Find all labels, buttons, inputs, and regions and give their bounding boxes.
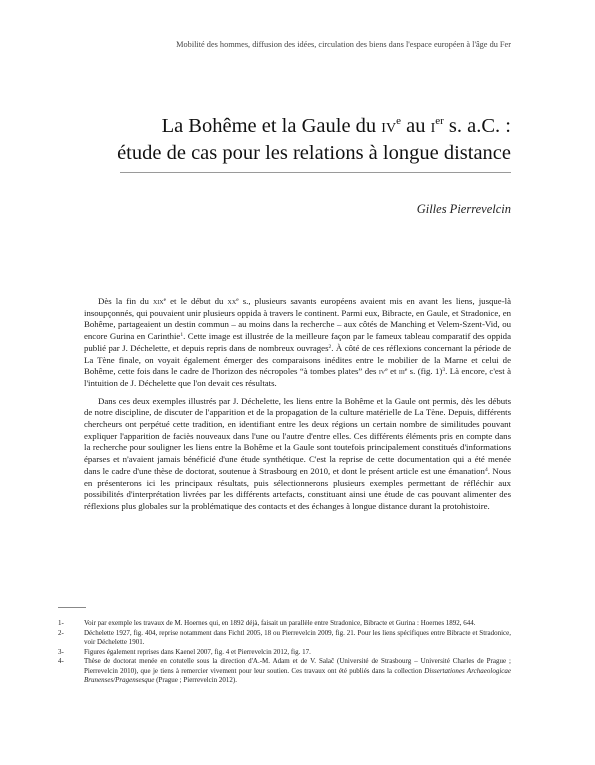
title-line-1 [117, 113, 511, 140]
footnote-ref-3[interactable]: 3 [442, 367, 446, 374]
text-run: et le début du [166, 296, 228, 306]
text-run: Thèse de doctorat menée en cotutelle sous la direction d'A.-M. Adam et de V. Salač (Université de Strasbourg – Université Charles de Prague ; Pierrevelcin 2010), que je tiens à remercier vivement pour leur soutien. Ces travaux ont été publiés dans la collection [84, 657, 511, 675]
title-century-roman: i [430, 115, 436, 137]
text-run: Dans ces deux exemples illustrés par J. Déchelette, les liens entre la Bohême et la Gaule ont permis, dès les débuts de notre discipline, de discuter de l'apparition et de la propagation de la culture matérielle de La Tène. Depuis, différents chercheurs ont perpétué cette tradition, en identifiant entre les deux régions un certain nombre de similitudes pouvant expliquer l'apparition de faciès nouveaux dans l'une ou l'autre d'entre elles. Ces différents éléments pris en compte dans la recherche pour souligner les liens entre la Bohême et la Gaule sont toutefois principalement constitués d'informations éparses et n'avaient jamais bénéficié d'une étude synthétique. C'est la reprise de cette documentation qui a été menée dans le cadre d'une thèse de doctorat, soutenue à Strasbourg en 2010, et dont le présent article est une émanation [84, 395, 511, 476]
author-name: Gilles Pierrevelcin [416, 202, 511, 216]
footnote-2 [58, 629, 511, 648]
footnote-text: Figures également reprises dans Kaenel 2007, fig. 4 et Pierrevelcin 2012, fig. 17. [84, 647, 311, 656]
footnote-divider [58, 607, 86, 608]
century-roman: xix [152, 296, 164, 306]
footnote-ref-4[interactable]: 4 [484, 466, 488, 473]
title-text: au [400, 115, 431, 137]
paragraph-1 [84, 296, 511, 390]
title-line-2: étude de cas pour les relations à longue distance [117, 142, 511, 164]
running-head: Mobilité des hommes, diffusion des idées, circulation des biens dans l'espace européen à l'âge du Fer [176, 40, 511, 49]
title-text: s. a.C. : [443, 115, 511, 137]
superscript: e [404, 367, 408, 374]
paragraph-2 [84, 396, 511, 513]
text-run: . À côté de ces réflexions concernant la période de La Tène finale, on voyait également émerger des comparaisons inédites entre le mobilier de la Marne et celui de Bohême, cette fois dans le cadre de l'horizon des nécropoles “à tombes plates” des [84, 342, 511, 377]
text-run: s., plusieurs savants européens avaient mis en avant les liens, jusque-là insoupçonnés, qui pouvaient unir plusieurs oppida à travers le continent. Parmi eux, Bibracte, en Gaule, et Stradonice, en Bohême, partageaient un destin commun – au moins dans la recherche – aux côtés de Manching et Velem-Szent-Vid, ou encore Gurina en Carinthie [84, 296, 511, 342]
footnote-text: Déchelette 1927, fig. 404, reprise notamment dans Fichtl 2005, 18 ou Pierrevelcin 2009, fig. 21. Pour les liens spécifiques entre Bibracte et Stradonice, voir Déchelette 1901. [84, 628, 511, 646]
title-superscript: e [396, 115, 401, 127]
article-body [84, 296, 511, 519]
footnote-4 [58, 657, 511, 686]
text-run: (Prague ; Pierrevelcin 2012). [154, 676, 238, 684]
text-run: . Là encore, c'est à l'intuition de J. Déchelette que l'on devait ces résultats. [84, 366, 511, 388]
superscript: e [163, 297, 167, 303]
title-superscript: er [435, 115, 444, 127]
footnote-text: Voir par exemple les travaux de M. Hoernes qui, en 1892 déjà, faisait un parallèle entre Stradonice, Bibracte et Gurina : Hoernes 1892, 644. [84, 619, 476, 627]
footnote-ref-2[interactable]: 2 [328, 343, 332, 350]
series-title: Dissertationes Archaeologicae Brunenses/Pragensesque [84, 666, 511, 684]
text-run: Dès la fin du [98, 296, 153, 306]
footnote-1 [58, 619, 511, 629]
article-title [117, 113, 511, 167]
century-roman: iv [378, 366, 386, 377]
footnote-number: 2- [58, 628, 64, 637]
footnotes [58, 619, 511, 686]
text-run: et [387, 366, 399, 377]
superscript: e [236, 297, 239, 303]
superscript: e [385, 367, 388, 374]
century-roman: iii [398, 366, 405, 377]
text-run: . Cette image est illustrée de la meilleure façon par le fameux tableau comparatif des oppida publié par J. Déchelette, et depuis repris dans de nombreux ouvrages [84, 331, 511, 353]
title-divider [120, 172, 511, 173]
footnote-ref-1[interactable]: 1 [180, 332, 184, 339]
century-roman: xx [227, 296, 237, 306]
footnote-number: 3- [58, 647, 64, 656]
text-run: . Nous en présenterons ici les principaux résultats, puis sélectionnerons plusieurs exemples permettant de réfléchir aux possibilités d'interprétation livrées par les différents artefacts, constituant ainsi une étude de cas pouvant alimenter des réflexions plus globales sur la problématique des contacts et des échanges à longue distance durant la protohistoire. [84, 465, 511, 511]
text-run: s. (fig. 1) [407, 366, 443, 377]
footnote-number: 1- [58, 619, 64, 627]
footnote-text [84, 657, 511, 686]
footnote-number: 4- [58, 657, 64, 665]
footnote-3 [58, 648, 511, 658]
title-text: La Bohême et la Gaule du [161, 115, 382, 137]
title-century-roman: iv [381, 115, 397, 137]
